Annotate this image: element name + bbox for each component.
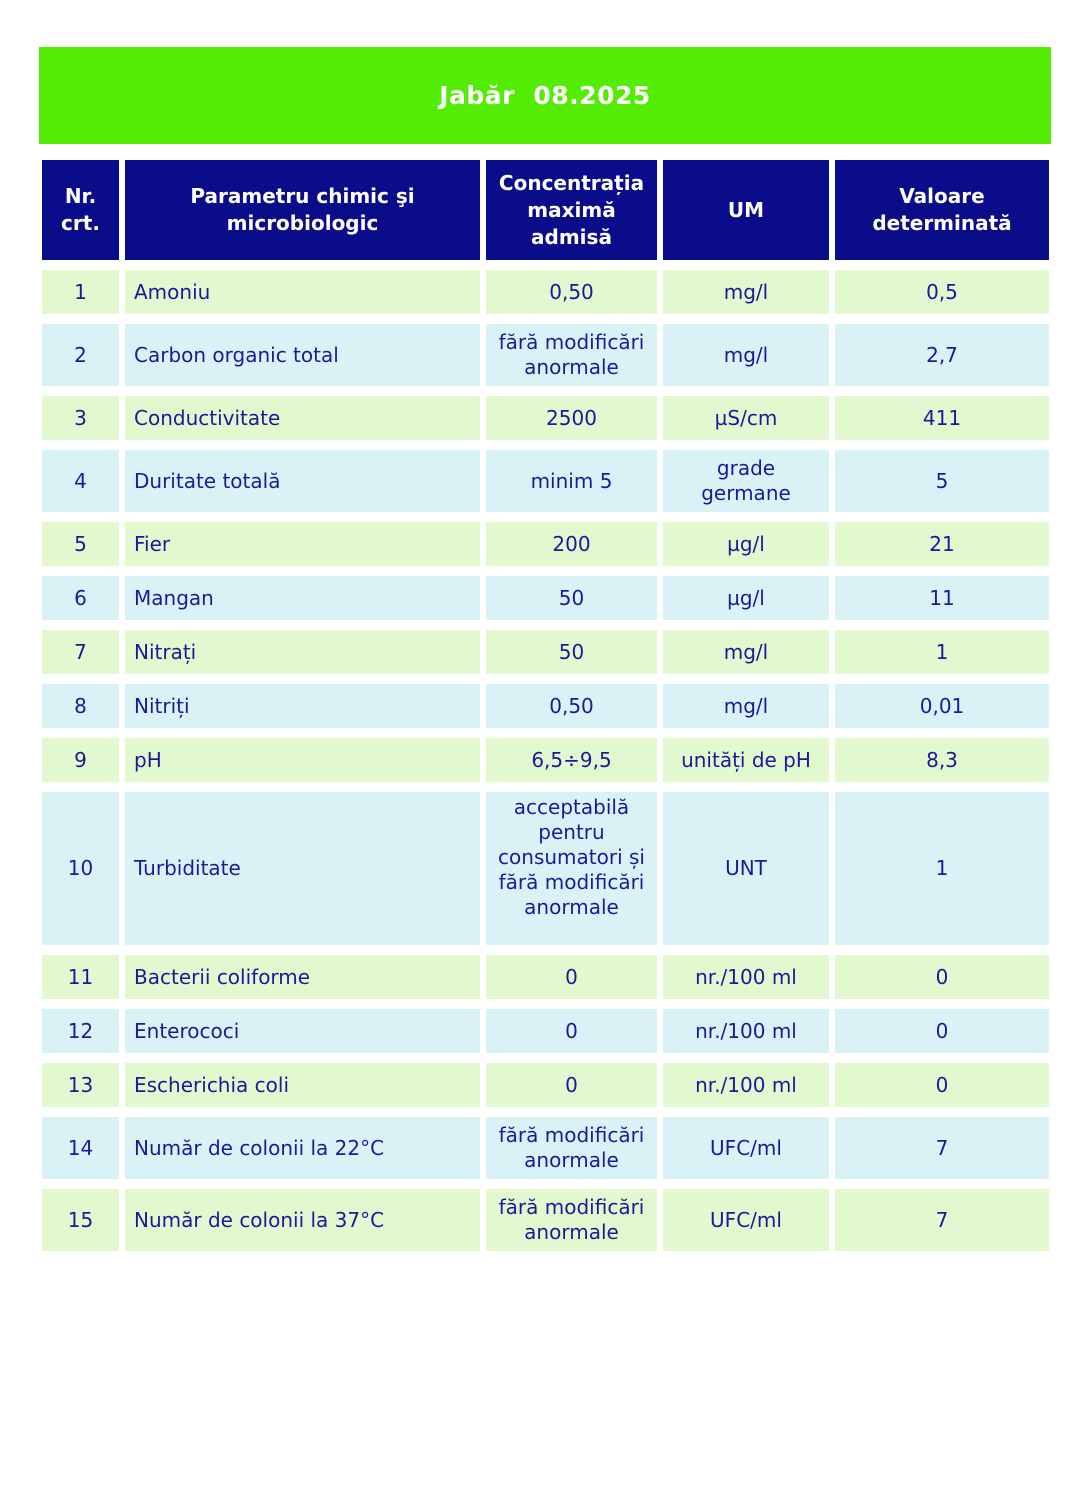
cell-valoare: 0 xyxy=(835,955,1049,999)
cell-um: unități de pH xyxy=(663,738,829,782)
cell-concentratie xyxy=(486,270,657,314)
cell-um: UFC/ml xyxy=(663,1189,829,1251)
cell-concentratie xyxy=(486,1189,657,1251)
report-page xyxy=(0,47,1084,1261)
cell-concentratie xyxy=(486,522,657,566)
cell-valoare: 0 xyxy=(835,1063,1049,1107)
cell-nr-crt: 14 xyxy=(42,1117,119,1179)
cell-concentratie-text: fără modificări anormale xyxy=(498,330,645,379)
cell-parametru: Carbon organic total xyxy=(125,324,480,386)
cell-valoare: 11 xyxy=(835,576,1049,620)
cell-concentratie-text: 0,50 xyxy=(549,279,594,304)
cell-valoare: 7 xyxy=(835,1189,1049,1251)
table-header-row xyxy=(42,160,1049,260)
table-row xyxy=(42,1063,1049,1107)
header-concentratie: Concentrația maximă admisă xyxy=(486,160,657,260)
cell-parametru: Număr de colonii la 37°C xyxy=(125,1189,480,1251)
cell-concentratie-text: 200 xyxy=(552,531,591,556)
cell-concentratie xyxy=(486,955,657,999)
cell-parametru: Turbiditate xyxy=(125,792,480,945)
cell-concentratie xyxy=(486,450,657,512)
cell-concentratie-text: fără modificări anormale xyxy=(498,1123,645,1172)
cell-concentratie xyxy=(486,1117,657,1179)
cell-um: µS/cm xyxy=(663,396,829,440)
cell-concentratie-text: 0,50 xyxy=(549,693,594,718)
cell-concentratie-text: 0 xyxy=(565,1018,578,1043)
cell-parametru: Nitrați xyxy=(125,630,480,674)
cell-valoare: 0 xyxy=(835,1009,1049,1053)
table-row xyxy=(42,1009,1049,1053)
banner-title: Jabăr 08.2025 xyxy=(439,81,651,110)
cell-parametru: Amoniu xyxy=(125,270,480,314)
table-row xyxy=(42,324,1049,386)
cell-concentratie xyxy=(486,630,657,674)
cell-valoare: 1 xyxy=(835,792,1049,945)
cell-um: nr./100 ml xyxy=(663,955,829,999)
cell-um: µg/l xyxy=(663,576,829,620)
cell-concentratie-text: 0 xyxy=(565,964,578,989)
cell-concentratie-text: 2500 xyxy=(546,405,597,430)
table-row xyxy=(42,450,1049,512)
cell-concentratie xyxy=(486,576,657,620)
report-banner xyxy=(39,47,1051,144)
cell-nr-crt: 3 xyxy=(42,396,119,440)
table-row xyxy=(42,1117,1049,1179)
cell-concentratie xyxy=(486,396,657,440)
cell-parametru: Duritate totală xyxy=(125,450,480,512)
header-nr-crt: Nr. crt. xyxy=(42,160,119,260)
cell-um: UNT xyxy=(663,792,829,945)
table-row xyxy=(42,396,1049,440)
cell-parametru: Bacterii coliforme xyxy=(125,955,480,999)
cell-concentratie xyxy=(486,792,657,945)
cell-parametru: Conductivitate xyxy=(125,396,480,440)
cell-nr-crt: 15 xyxy=(42,1189,119,1251)
cell-valoare: 0,01 xyxy=(835,684,1049,728)
cell-concentratie xyxy=(486,1063,657,1107)
cell-um: nr./100 ml xyxy=(663,1063,829,1107)
cell-um: mg/l xyxy=(663,270,829,314)
cell-concentratie xyxy=(486,1009,657,1053)
cell-nr-crt: 13 xyxy=(42,1063,119,1107)
cell-nr-crt: 9 xyxy=(42,738,119,782)
cell-um: µg/l xyxy=(663,522,829,566)
cell-concentratie-text: acceptabilă pentru consumatori și fără modificări anormale xyxy=(498,795,645,919)
cell-parametru: Enterococi xyxy=(125,1009,480,1053)
cell-valoare: 2,7 xyxy=(835,324,1049,386)
cell-concentratie xyxy=(486,324,657,386)
cell-um: UFC/ml xyxy=(663,1117,829,1179)
cell-parametru: Mangan xyxy=(125,576,480,620)
cell-parametru: Escherichia coli xyxy=(125,1063,480,1107)
table-row xyxy=(42,1189,1049,1251)
cell-concentratie-text: 6,5÷9,5 xyxy=(531,747,612,772)
cell-concentratie xyxy=(486,738,657,782)
table-row xyxy=(42,684,1049,728)
cell-valoare: 411 xyxy=(835,396,1049,440)
cell-concentratie-text: minim 5 xyxy=(530,468,613,493)
cell-um: mg/l xyxy=(663,324,829,386)
cell-um: mg/l xyxy=(663,630,829,674)
cell-valoare: 0,5 xyxy=(835,270,1049,314)
cell-parametru: Fier xyxy=(125,522,480,566)
table-row xyxy=(42,955,1049,999)
table-row xyxy=(42,576,1049,620)
cell-valoare: 1 xyxy=(835,630,1049,674)
cell-um: nr./100 ml xyxy=(663,1009,829,1053)
table-row xyxy=(42,738,1049,782)
cell-nr-crt: 11 xyxy=(42,955,119,999)
cell-parametru: Nitriți xyxy=(125,684,480,728)
table-row xyxy=(42,792,1049,945)
header-um: UM xyxy=(663,160,829,260)
cell-parametru: pH xyxy=(125,738,480,782)
table-row xyxy=(42,270,1049,314)
cell-nr-crt: 5 xyxy=(42,522,119,566)
cell-concentratie-text: 50 xyxy=(558,585,585,610)
cell-valoare: 5 xyxy=(835,450,1049,512)
header-valoare: Valoare determinată xyxy=(835,160,1049,260)
cell-nr-crt: 8 xyxy=(42,684,119,728)
cell-nr-crt: 2 xyxy=(42,324,119,386)
table-row xyxy=(42,630,1049,674)
cell-nr-crt: 6 xyxy=(42,576,119,620)
cell-valoare: 21 xyxy=(835,522,1049,566)
cell-concentratie-text: fără modificări anormale xyxy=(498,1195,645,1244)
cell-nr-crt: 7 xyxy=(42,630,119,674)
table-row xyxy=(42,522,1049,566)
cell-um: grade germane xyxy=(663,450,829,512)
cell-nr-crt: 10 xyxy=(42,792,119,945)
cell-nr-crt: 12 xyxy=(42,1009,119,1053)
cell-valoare: 8,3 xyxy=(835,738,1049,782)
cell-concentratie-text: 50 xyxy=(558,639,585,664)
cell-nr-crt: 1 xyxy=(42,270,119,314)
water-quality-table xyxy=(36,150,1055,1261)
cell-um: mg/l xyxy=(663,684,829,728)
cell-nr-crt: 4 xyxy=(42,450,119,512)
cell-concentratie-text: 0 xyxy=(565,1072,578,1097)
cell-parametru: Număr de colonii la 22°C xyxy=(125,1117,480,1179)
cell-valoare: 7 xyxy=(835,1117,1049,1179)
cell-concentratie xyxy=(486,684,657,728)
header-parametru: Parametru chimic şi microbiologic xyxy=(125,160,480,260)
